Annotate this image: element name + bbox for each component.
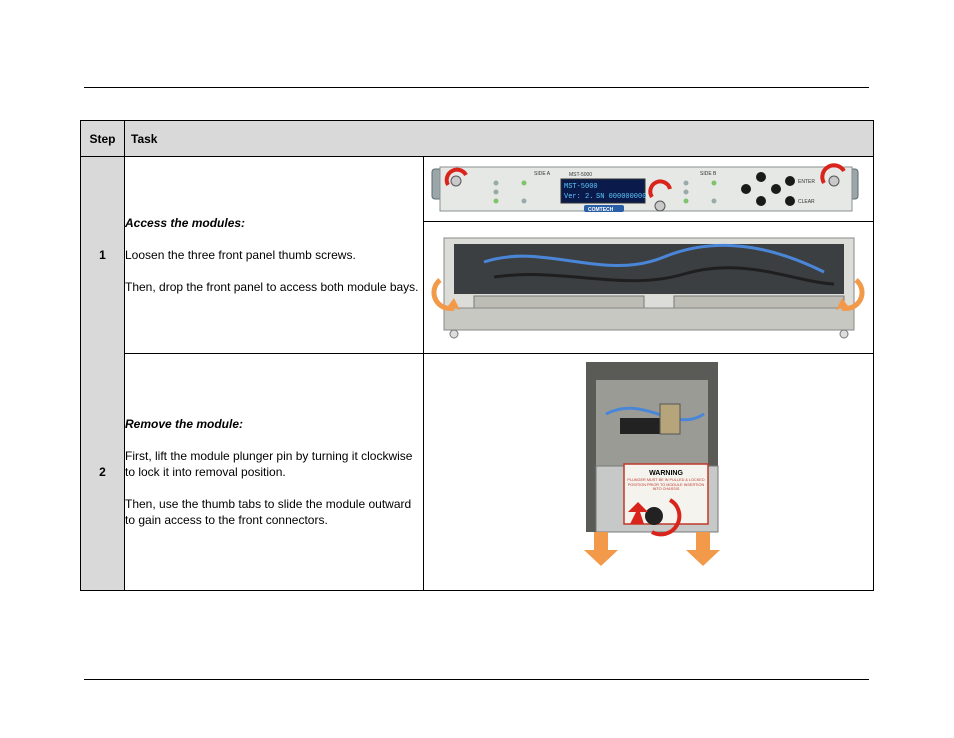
- module-plunger-photo-cell: [424, 354, 874, 591]
- display-serial: SN 000000000: [596, 193, 647, 201]
- warning-title: WARNING: [649, 470, 683, 477]
- table-row: [81, 157, 874, 222]
- table-row: [81, 354, 874, 591]
- enter-key-label: ENTER: [798, 179, 815, 185]
- table-header-row: [81, 121, 874, 157]
- brand-logo: COMTECH: [588, 207, 614, 213]
- down-arrow-icon: [584, 532, 618, 566]
- header-rule: [84, 87, 869, 88]
- module-bays-photo-cell: [424, 222, 874, 354]
- model-label: MST-5000: [569, 172, 593, 178]
- display-line-2: Ver: 2.: [564, 193, 594, 201]
- step-number: 2: [81, 354, 125, 591]
- step-title: Access the modules:: [125, 216, 246, 230]
- procedure-table: [80, 120, 874, 591]
- module-bays-photo: [424, 222, 874, 353]
- clear-key-label: CLEAR: [798, 199, 815, 205]
- step-number: 1: [81, 157, 125, 354]
- side-b-label: SIDE B: [700, 171, 717, 177]
- step-instruction: Then, drop the front panel to access both module bays.: [125, 280, 419, 294]
- side-a-label: SIDE A: [534, 171, 551, 177]
- step-instruction: Loosen the three front panel thumb screws.: [125, 248, 356, 262]
- step-instruction: Then, use the thumb tabs to slide the module outward to gain access to the front connectors.: [125, 497, 412, 527]
- front-panel-photo: [424, 157, 874, 221]
- step-description: [125, 157, 424, 354]
- step-title: Remove the module:: [125, 417, 244, 431]
- step-description: [125, 354, 424, 591]
- warning-text: PLUNGER MUST BE IN PULLED & LOCKED POSITION PRIOR TO MODULE INSERTION INTO CHASSIS: [627, 478, 705, 492]
- down-arrow-icon: [686, 532, 720, 566]
- step-instruction: First, lift the module plunger pin by turning it clockwise to lock it into removal position.: [125, 449, 413, 479]
- footer-rule: [84, 679, 869, 680]
- module-plunger-photo: [424, 354, 874, 590]
- front-panel-photo-cell: [424, 157, 874, 222]
- step-column-header: Step: [81, 121, 125, 157]
- display-line-1: MST-5000: [564, 183, 598, 191]
- task-column-header: Task: [125, 121, 874, 157]
